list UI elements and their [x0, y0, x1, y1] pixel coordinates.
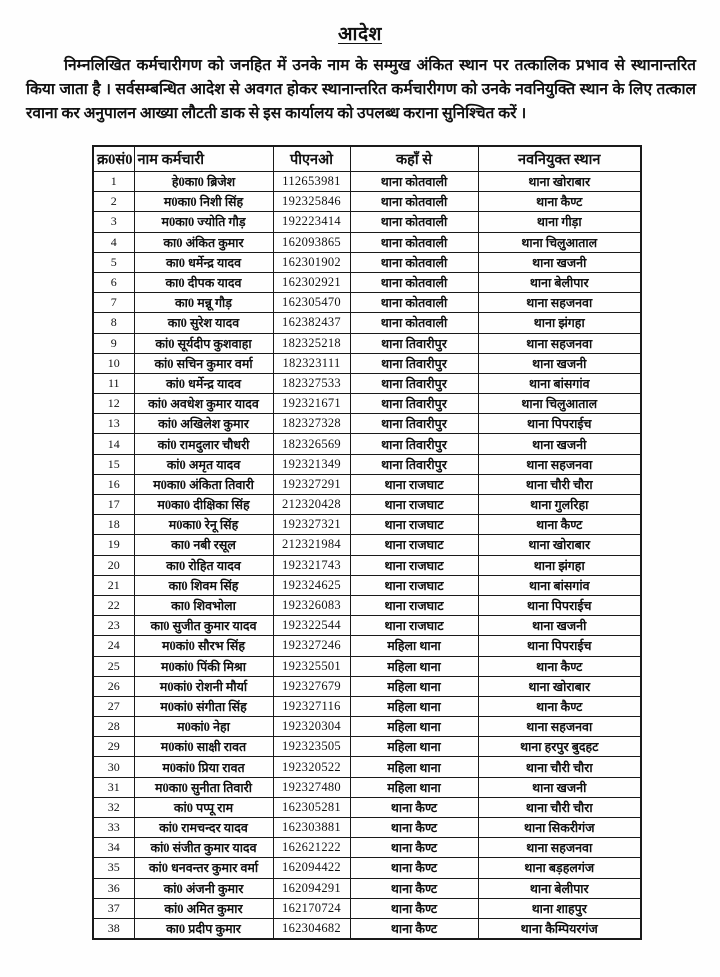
cell-from-station: थाना तिवारीपुर [350, 333, 478, 353]
cell-pno: 192321671 [273, 394, 350, 414]
cell-serial-number: 31 [93, 777, 134, 797]
cell-new-station: थाना खोराबार [478, 676, 641, 696]
cell-from-station: थाना कोतवाली [350, 272, 478, 292]
cell-new-station: थाना झंगहा [478, 313, 641, 333]
cell-pno: 162094291 [273, 878, 350, 898]
cell-serial-number: 2 [93, 192, 134, 212]
cell-serial-number: 21 [93, 575, 134, 595]
cell-from-station: महिला थाना [350, 636, 478, 656]
cell-new-station: थाना खोराबार [478, 172, 641, 192]
cell-serial-number: 38 [93, 918, 134, 939]
cell-employee-name: का0 सुरेश यादव [134, 313, 273, 333]
table-row [93, 737, 641, 757]
cell-new-station: थाना कैण्ट [478, 515, 641, 535]
document-title-text: आदेश [338, 24, 382, 45]
cell-employee-name: का0 अंकित कुमार [134, 232, 273, 252]
table-row [93, 212, 641, 232]
cell-new-station: थाना हरपुर बुदहट [478, 737, 641, 757]
table-row [93, 858, 641, 878]
cell-employee-name: कां0 अखिलेश कुमार [134, 414, 273, 434]
cell-new-station: थाना पिपराईच [478, 636, 641, 656]
cell-from-station: थाना राजघाट [350, 555, 478, 575]
transfer-table-body [93, 172, 641, 940]
cell-pno: 162382437 [273, 313, 350, 333]
cell-employee-name: का0 दीपक यादव [134, 272, 273, 292]
cell-pno: 162170724 [273, 898, 350, 918]
cell-new-station: थाना सहजनवा [478, 838, 641, 858]
cell-new-station: थाना खजनी [478, 252, 641, 272]
header-pno: पीएनओ [273, 146, 350, 172]
cell-serial-number: 12 [93, 394, 134, 414]
table-row [93, 797, 641, 817]
cell-employee-name: कां0 अवधेश कुमार यादव [134, 394, 273, 414]
cell-pno: 192326083 [273, 595, 350, 615]
cell-pno: 182326569 [273, 434, 350, 454]
cell-new-station: थाना सहजनवा [478, 333, 641, 353]
cell-serial-number: 24 [93, 636, 134, 656]
cell-pno: 162302921 [273, 272, 350, 292]
cell-new-station: थाना चौरी चौरा [478, 757, 641, 777]
cell-employee-name: का0 नबी रसूल [134, 535, 273, 555]
cell-new-station: थाना कैम्पियरगंज [478, 918, 641, 939]
cell-employee-name: म0कां0 नेहा [134, 717, 273, 737]
cell-pno: 192223414 [273, 212, 350, 232]
cell-pno: 182323111 [273, 353, 350, 373]
cell-from-station: महिला थाना [350, 717, 478, 737]
cell-pno: 192322544 [273, 616, 350, 636]
cell-employee-name: का0 शिवभोला [134, 595, 273, 615]
cell-employee-name: म0कां0 सौरभ सिंह [134, 636, 273, 656]
table-row [93, 757, 641, 777]
cell-from-station: थाना कोतवाली [350, 252, 478, 272]
cell-from-station: थाना राजघाट [350, 495, 478, 515]
cell-employee-name: हे0का0 ब्रिजेश [134, 172, 273, 192]
cell-pno: 162301902 [273, 252, 350, 272]
table-row [93, 373, 641, 393]
cell-employee-name: म0कां0 रोशनी मौर्या [134, 676, 273, 696]
table-row [93, 656, 641, 676]
header-from: कहाँ से [350, 146, 478, 172]
cell-employee-name: का0 मन्नू गौड़ [134, 293, 273, 313]
transfer-table-header [93, 146, 641, 172]
cell-new-station: थाना शाहपुर [478, 898, 641, 918]
cell-from-station: थाना कैण्ट [350, 818, 478, 838]
cell-serial-number: 6 [93, 272, 134, 292]
cell-employee-name: का0 धर्मेन्द्र यादव [134, 252, 273, 272]
cell-employee-name: कां0 सचिन कुमार वर्मा [134, 353, 273, 373]
cell-new-station: थाना कैण्ट [478, 696, 641, 716]
cell-new-station: थाना खोराबार [478, 535, 641, 555]
cell-pno: 162303881 [273, 818, 350, 838]
cell-pno: 192321349 [273, 454, 350, 474]
cell-employee-name: म0का0 रेनू सिंह [134, 515, 273, 535]
cell-new-station: थाना पिपराईच [478, 595, 641, 615]
table-row [93, 898, 641, 918]
cell-pno: 212320428 [273, 495, 350, 515]
cell-pno: 162621222 [273, 838, 350, 858]
table-row [93, 353, 641, 373]
cell-new-station: थाना बांसगांव [478, 373, 641, 393]
cell-from-station: थाना कैण्ट [350, 878, 478, 898]
table-row [93, 252, 641, 272]
cell-serial-number: 16 [93, 474, 134, 494]
cell-serial-number: 30 [93, 757, 134, 777]
cell-pno: 192325846 [273, 192, 350, 212]
cell-new-station: थाना खजनी [478, 353, 641, 373]
cell-pno: 182325218 [273, 333, 350, 353]
cell-serial-number: 32 [93, 797, 134, 817]
cell-pno: 192323505 [273, 737, 350, 757]
table-row [93, 636, 641, 656]
cell-pno: 192327291 [273, 474, 350, 494]
cell-new-station: थाना खजनी [478, 616, 641, 636]
cell-employee-name: म0का0 निशी सिंह [134, 192, 273, 212]
cell-from-station: थाना कोतवाली [350, 192, 478, 212]
cell-employee-name: कां0 अंजनी कुमार [134, 878, 273, 898]
cell-from-station: थाना तिवारीपुर [350, 434, 478, 454]
cell-from-station: महिला थाना [350, 757, 478, 777]
table-row [93, 555, 641, 575]
cell-serial-number: 1 [93, 172, 134, 192]
header-serial: क्र0सं0 [93, 146, 134, 172]
cell-from-station: थाना तिवारीपुर [350, 394, 478, 414]
cell-employee-name: का0 रोहित यादव [134, 555, 273, 575]
cell-from-station: थाना राजघाट [350, 575, 478, 595]
table-row [93, 595, 641, 615]
cell-from-station: थाना कैण्ट [350, 918, 478, 939]
table-row [93, 272, 641, 292]
cell-from-station: महिला थाना [350, 777, 478, 797]
cell-employee-name: म0कां0 पिंकी मिश्रा [134, 656, 273, 676]
cell-serial-number: 17 [93, 495, 134, 515]
cell-serial-number: 11 [93, 373, 134, 393]
cell-new-station: थाना चिलुआताल [478, 232, 641, 252]
cell-new-station: थाना सहजनवा [478, 454, 641, 474]
transfer-table [92, 145, 642, 940]
cell-pno: 162093865 [273, 232, 350, 252]
cell-employee-name: कां0 संजीत कुमार यादव [134, 838, 273, 858]
cell-pno: 192321743 [273, 555, 350, 575]
cell-employee-name: म0कां0 साक्षी रावत [134, 737, 273, 757]
cell-employee-name: का0 प्रदीप कुमार [134, 918, 273, 939]
cell-serial-number: 37 [93, 898, 134, 918]
cell-serial-number: 35 [93, 858, 134, 878]
cell-from-station: थाना कैण्ट [350, 797, 478, 817]
cell-pno: 162094422 [273, 858, 350, 878]
cell-from-station: महिला थाना [350, 696, 478, 716]
cell-serial-number: 15 [93, 454, 134, 474]
cell-employee-name: कां0 अमृत यादव [134, 454, 273, 474]
cell-pno: 192327116 [273, 696, 350, 716]
cell-from-station: थाना कोतवाली [350, 212, 478, 232]
cell-new-station: थाना गीड़ा [478, 212, 641, 232]
cell-employee-name: कां0 धर्मेन्द्र यादव [134, 373, 273, 393]
header-name: नाम कर्मचारी [134, 146, 273, 172]
cell-serial-number: 4 [93, 232, 134, 252]
cell-serial-number: 26 [93, 676, 134, 696]
cell-from-station: थाना तिवारीपुर [350, 373, 478, 393]
table-row [93, 293, 641, 313]
cell-pno: 192327480 [273, 777, 350, 797]
cell-new-station: थाना चिलुआताल [478, 394, 641, 414]
table-row [93, 838, 641, 858]
table-row [93, 535, 641, 555]
cell-employee-name: कां0 रामदुलार चौधरी [134, 434, 273, 454]
table-row [93, 717, 641, 737]
cell-employee-name: म0कां0 प्रिया रावत [134, 757, 273, 777]
cell-pno: 112653981 [273, 172, 350, 192]
cell-pno: 192327246 [273, 636, 350, 656]
cell-pno: 162305281 [273, 797, 350, 817]
cell-serial-number: 23 [93, 616, 134, 636]
cell-serial-number: 33 [93, 818, 134, 838]
table-row [93, 515, 641, 535]
cell-from-station: थाना कैण्ट [350, 838, 478, 858]
cell-from-station: महिला थाना [350, 656, 478, 676]
cell-new-station: थाना बांसगांव [478, 575, 641, 595]
cell-new-station: थाना चौरी चौरा [478, 797, 641, 817]
table-row [93, 878, 641, 898]
cell-employee-name: म0का0 ज्योति गौड़ [134, 212, 273, 232]
table-row [93, 414, 641, 434]
cell-pno: 162305470 [273, 293, 350, 313]
order-paragraph: निम्नलिखित कर्मचारीगण को जनहित में उनके नाम के सम्मुख अंकित स्थान पर तत्कालिक प्रभाव से स्थानान्तरित किया जाता है । सर्वसम्बन्धित आदेश से अवगत होकर स्थानान्तरित कर्मचारीगण को उनके नवनियुक्ति स्थान के लिए तत्काल रवाना कर अनुपालन आख्या लौटती डाक से इस कार्यालय को उपलब्ध कराना सुनिश्चित करें । [26, 57, 696, 123]
cell-from-station: थाना कोतवाली [350, 232, 478, 252]
cell-serial-number: 22 [93, 595, 134, 615]
cell-from-station: थाना राजघाट [350, 535, 478, 555]
cell-new-station: थाना कैण्ट [478, 656, 641, 676]
cell-new-station: थाना सिकरीगंज [478, 818, 641, 838]
cell-from-station: थाना कोतवाली [350, 172, 478, 192]
table-row [93, 434, 641, 454]
cell-from-station: महिला थाना [350, 737, 478, 757]
cell-serial-number: 28 [93, 717, 134, 737]
table-row [93, 918, 641, 939]
table-row [93, 474, 641, 494]
cell-serial-number: 27 [93, 696, 134, 716]
cell-serial-number: 29 [93, 737, 134, 757]
cell-pno: 192324625 [273, 575, 350, 595]
cell-employee-name: म0का0 दीक्षिका सिंह [134, 495, 273, 515]
table-row [93, 394, 641, 414]
cell-serial-number: 19 [93, 535, 134, 555]
cell-from-station: थाना राजघाट [350, 595, 478, 615]
cell-employee-name: कां0 अमित कुमार [134, 898, 273, 918]
cell-from-station: महिला थाना [350, 676, 478, 696]
table-row [93, 696, 641, 716]
cell-pno: 192325501 [273, 656, 350, 676]
cell-serial-number: 36 [93, 878, 134, 898]
cell-new-station: थाना पिपराईच [478, 414, 641, 434]
cell-new-station: थाना झंगहा [478, 555, 641, 575]
cell-pno: 182327328 [273, 414, 350, 434]
cell-employee-name: का0 सुजीत कुमार यादव [134, 616, 273, 636]
cell-new-station: थाना सहजनवा [478, 717, 641, 737]
table-row [93, 454, 641, 474]
cell-new-station: थाना बेलीपार [478, 272, 641, 292]
cell-pno: 212321984 [273, 535, 350, 555]
cell-pno: 192320522 [273, 757, 350, 777]
cell-from-station: थाना राजघाट [350, 474, 478, 494]
cell-serial-number: 5 [93, 252, 134, 272]
table-row [93, 777, 641, 797]
cell-pno: 192327321 [273, 515, 350, 535]
cell-from-station: थाना कैण्ट [350, 898, 478, 918]
table-header-row [93, 146, 641, 172]
cell-pno: 192320304 [273, 717, 350, 737]
cell-employee-name: म0कां0 संगीता सिंह [134, 696, 273, 716]
cell-new-station: थाना गुलरिहा [478, 495, 641, 515]
table-row [93, 575, 641, 595]
cell-from-station: थाना तिवारीपुर [350, 353, 478, 373]
cell-employee-name: कां0 रामचन्दर यादव [134, 818, 273, 838]
table-row [93, 172, 641, 192]
cell-serial-number: 20 [93, 555, 134, 575]
table-row [93, 232, 641, 252]
cell-new-station: थाना खजनी [478, 434, 641, 454]
cell-employee-name: कां0 पप्पू राम [134, 797, 273, 817]
cell-new-station: थाना बड़हलगंज [478, 858, 641, 878]
cell-from-station: थाना राजघाट [350, 515, 478, 535]
cell-new-station: थाना चौरी चौरा [478, 474, 641, 494]
table-row [93, 192, 641, 212]
cell-from-station: थाना कैण्ट [350, 858, 478, 878]
cell-serial-number: 14 [93, 434, 134, 454]
cell-from-station: थाना राजघाट [350, 616, 478, 636]
table-row [93, 313, 641, 333]
cell-serial-number: 10 [93, 353, 134, 373]
cell-pno: 162304682 [273, 918, 350, 939]
table-row [93, 676, 641, 696]
table-row [93, 818, 641, 838]
cell-new-station: थाना खजनी [478, 777, 641, 797]
cell-serial-number: 13 [93, 414, 134, 434]
header-destination: नवनियुक्त स्थान [478, 146, 641, 172]
cell-from-station: थाना कोतवाली [350, 313, 478, 333]
cell-from-station: थाना तिवारीपुर [350, 414, 478, 434]
cell-serial-number: 3 [93, 212, 134, 232]
cell-employee-name: म0का0 सुनीता तिवारी [134, 777, 273, 797]
table-row [93, 495, 641, 515]
cell-new-station: थाना सहजनवा [478, 293, 641, 313]
cell-serial-number: 34 [93, 838, 134, 858]
cell-employee-name: कां0 सूर्यदीप कुशवाहा [134, 333, 273, 353]
cell-serial-number: 9 [93, 333, 134, 353]
cell-serial-number: 7 [93, 293, 134, 313]
document-title [0, 0, 720, 46]
cell-serial-number: 25 [93, 656, 134, 676]
cell-new-station: थाना बेलीपार [478, 878, 641, 898]
cell-serial-number: 18 [93, 515, 134, 535]
cell-from-station: थाना तिवारीपुर [350, 454, 478, 474]
cell-pno: 182327533 [273, 373, 350, 393]
table-row [93, 333, 641, 353]
cell-employee-name: म0का0 अंकिता तिवारी [134, 474, 273, 494]
cell-new-station: थाना कैण्ट [478, 192, 641, 212]
cell-serial-number: 8 [93, 313, 134, 333]
cell-employee-name: कां0 धनवन्तर कुमार वर्मा [134, 858, 273, 878]
table-row [93, 616, 641, 636]
cell-pno: 192327679 [273, 676, 350, 696]
cell-employee-name: का0 शिवम सिंह [134, 575, 273, 595]
cell-from-station: थाना कोतवाली [350, 293, 478, 313]
